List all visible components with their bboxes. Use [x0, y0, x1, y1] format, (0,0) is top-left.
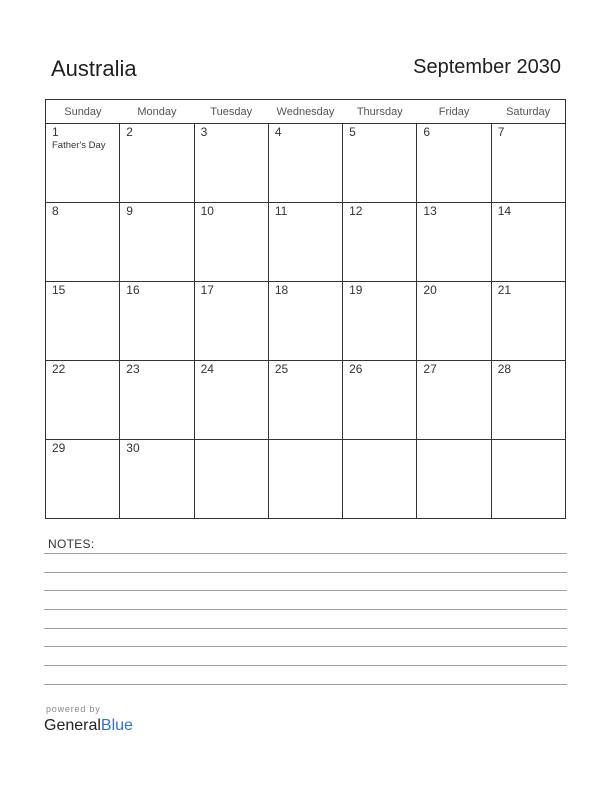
day-number: 20: [423, 283, 437, 297]
day-cell: [268, 361, 342, 440]
weekday-friday: Friday: [417, 100, 491, 124]
month-year-title: September 2030: [413, 56, 561, 78]
day-number: 12: [349, 204, 363, 218]
day-number: 25: [274, 362, 289, 376]
holiday-label: Father's Day: [52, 140, 106, 151]
note-line: [44, 590, 567, 591]
day-cell: [491, 124, 565, 203]
day-cell: [343, 203, 417, 282]
weekday-saturday: Saturday: [491, 100, 565, 124]
week-row: [46, 124, 566, 203]
day-number: 30: [126, 441, 140, 455]
day-number: 26: [349, 362, 363, 376]
country-title: Australia: [51, 56, 137, 81]
day-number: 21: [497, 283, 512, 297]
weekday-monday: Monday: [120, 100, 194, 124]
day-cell: [343, 124, 417, 203]
day-number: 18: [274, 283, 289, 297]
week-row: [46, 203, 566, 282]
day-cell: [268, 124, 342, 203]
day-cell: [120, 361, 194, 440]
day-cell: [343, 282, 417, 361]
note-line: [44, 572, 567, 573]
week-row: [46, 282, 566, 361]
day-cell: [194, 124, 268, 203]
day-number: 16: [126, 283, 140, 297]
day-cell: [417, 203, 491, 282]
day-number: 22: [52, 362, 66, 376]
weekday-header-row: [46, 100, 566, 124]
day-cell: [46, 203, 120, 282]
day-cell: [417, 361, 491, 440]
day-cell: [194, 361, 268, 440]
day-number: 7: [497, 125, 505, 139]
day-number: 1: [52, 125, 59, 139]
day-cell: [46, 440, 120, 519]
day-cell: [120, 203, 194, 282]
day-number: 11: [274, 204, 288, 218]
day-cell: [46, 361, 120, 440]
day-number: 15: [52, 283, 66, 297]
weekday-wednesday: Wednesday: [268, 100, 342, 124]
day-cell: [46, 282, 120, 361]
day-number: 29: [52, 441, 66, 455]
day-cell: [46, 124, 120, 203]
day-cell: [417, 282, 491, 361]
day-number: 2: [126, 125, 133, 139]
brand-general: General: [44, 717, 101, 734]
note-line: [44, 665, 567, 666]
day-number: 8: [52, 204, 59, 218]
day-cell: [417, 440, 491, 519]
day-number: 5: [349, 125, 356, 139]
day-cell: [343, 440, 417, 519]
day-number: 13: [423, 204, 437, 218]
day-number: 3: [200, 125, 208, 139]
day-cell: [491, 361, 565, 440]
day-number: 17: [200, 283, 214, 297]
day-cell: [120, 124, 194, 203]
day-cell: [491, 282, 565, 361]
day-number: 9: [126, 204, 133, 218]
powered-by-text: powered by: [46, 704, 101, 714]
note-line: [44, 646, 567, 647]
note-line: [44, 609, 567, 610]
brand-logo: [44, 717, 133, 735]
note-line: [44, 628, 567, 629]
day-number: 27: [423, 362, 437, 376]
notes-label: NOTES:: [48, 537, 95, 551]
day-cell: [417, 124, 491, 203]
note-line: [44, 553, 567, 554]
weekday-tuesday: Tuesday: [194, 100, 268, 124]
day-cell: [194, 282, 268, 361]
day-number: 4: [274, 125, 282, 139]
week-row: [46, 361, 566, 440]
day-cell: [268, 203, 342, 282]
week-row: [46, 440, 566, 519]
day-cell: [268, 282, 342, 361]
calendar-grid: [45, 99, 566, 519]
note-line: [44, 684, 567, 685]
day-cell: [343, 361, 417, 440]
day-cell: [491, 203, 565, 282]
brand-blue: Blue: [100, 717, 133, 734]
day-cell: [268, 440, 342, 519]
day-cell: [491, 440, 565, 519]
day-cell: [194, 440, 268, 519]
weekday-sunday: Sunday: [46, 100, 120, 124]
day-number: 6: [423, 125, 431, 139]
day-number: 24: [200, 362, 214, 376]
day-number: 23: [126, 362, 140, 376]
day-number: 14: [497, 204, 512, 218]
day-number: 10: [200, 204, 214, 218]
day-cell: [194, 203, 268, 282]
weekday-thursday: Thursday: [343, 100, 417, 124]
day-cell: [120, 440, 194, 519]
day-number: 28: [497, 362, 512, 376]
day-cell: [120, 282, 194, 361]
day-number: 19: [349, 283, 363, 297]
